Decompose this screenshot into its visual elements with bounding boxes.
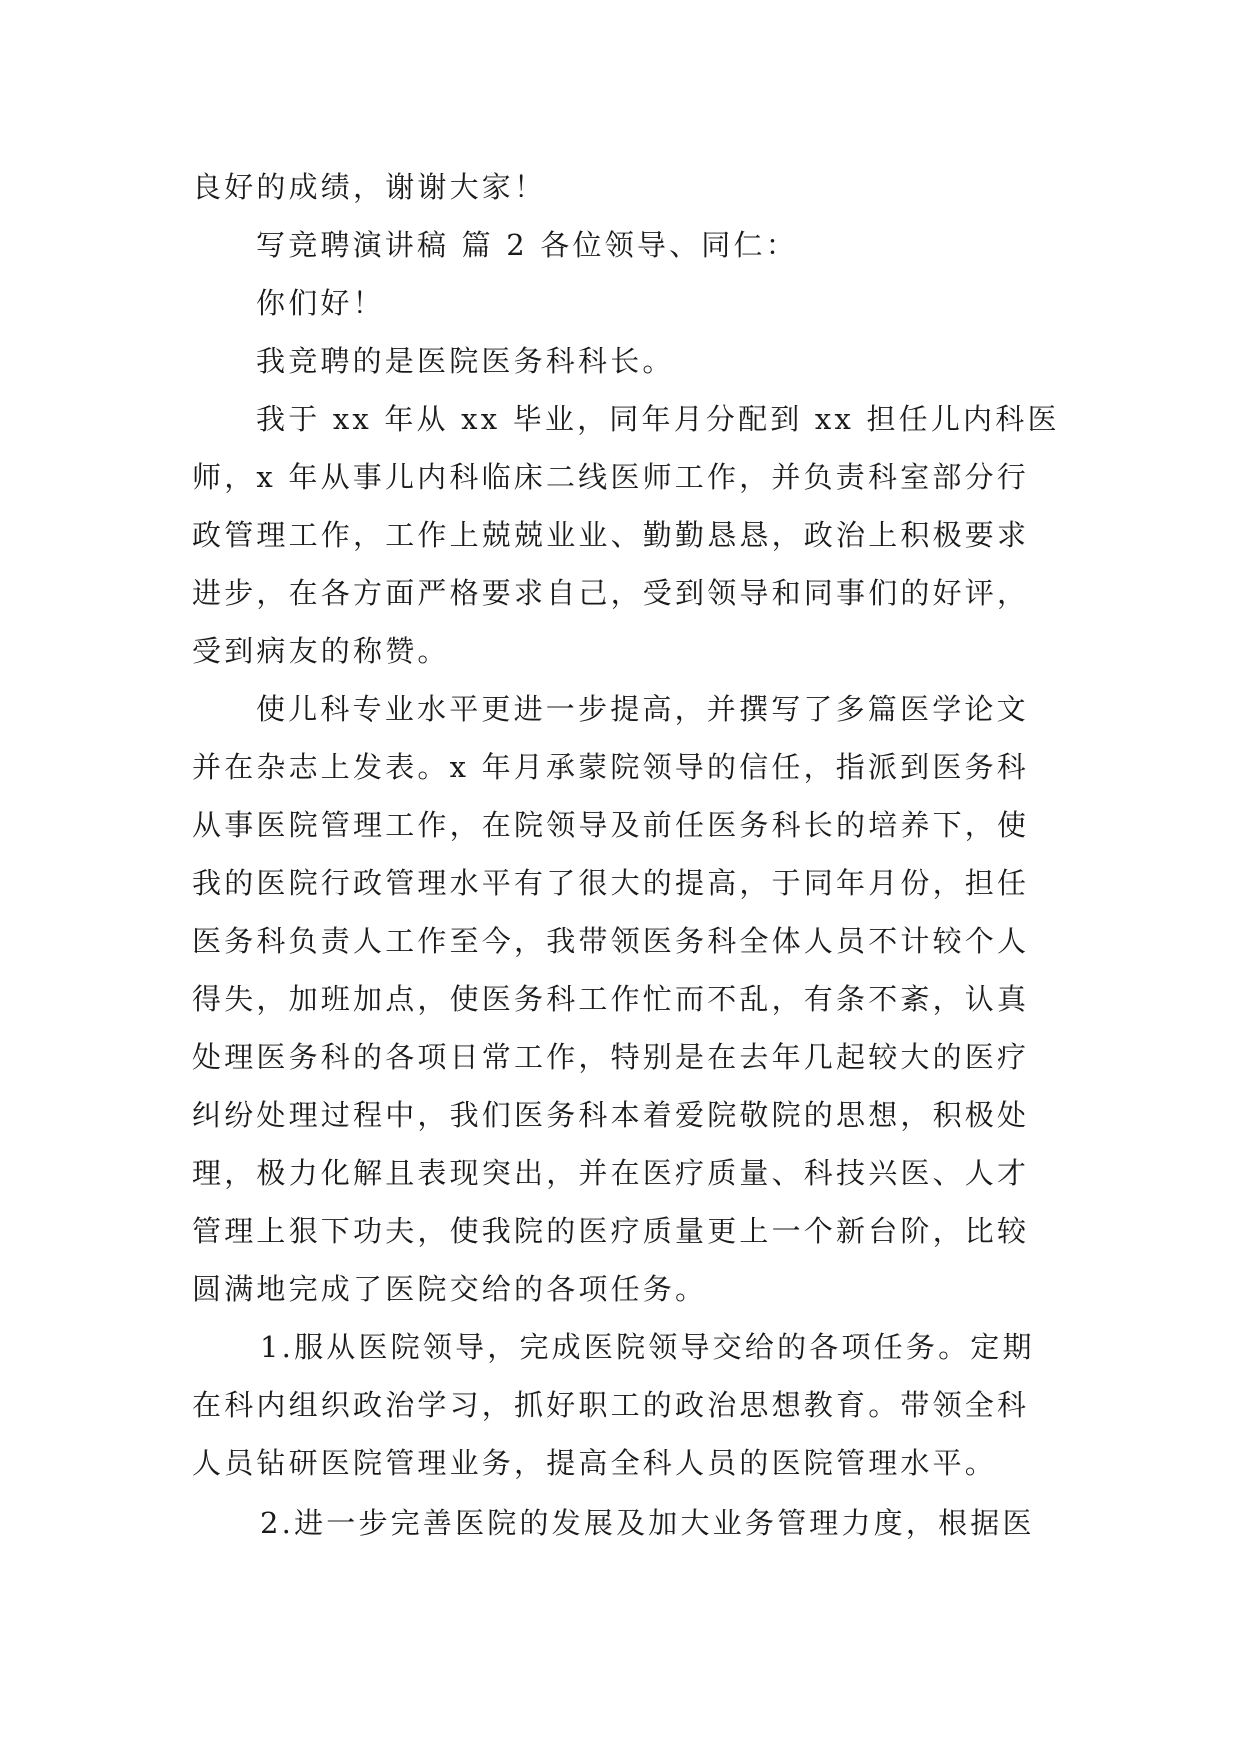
text-line: 在科内组织政治学习，抓好职工的政治思想教育。带领全科 — [192, 1388, 1030, 1422]
paragraph-position — [192, 332, 1062, 390]
paragraph-heading — [192, 216, 1062, 274]
text-line: 师，x 年从事儿内科临床二线医师工作，并负责科室部分行 — [192, 460, 1029, 494]
text-line: 我竞聘的是医院医务科科长。 — [256, 344, 675, 378]
text-line: 进步，在各方面严格要求自己，受到领导和同事们的好评， — [192, 576, 1030, 610]
text-line: 写竞聘演讲稿 篇 2 各位领导、同仁： — [256, 228, 798, 262]
text-line: 医务科负责人工作至今，我带领医务科全体人员不计较个人 — [192, 924, 1030, 958]
text-line: 从事医院管理工作，在院领导及前任医务科长的培养下，使 — [192, 808, 1030, 842]
text-line: 并在杂志上发表。x 年月承蒙院领导的信任，指派到医务科 — [192, 750, 1029, 784]
text-line: 圆满地完成了医院交给的各项任务。 — [192, 1272, 708, 1306]
paragraph-background — [192, 390, 1062, 680]
paragraph-closing — [192, 158, 1062, 216]
text-line: 处理医务科的各项日常工作，特别是在去年几起较大的医疗 — [192, 1040, 1030, 1074]
paragraph-item-2 — [192, 1494, 1062, 1552]
text-line: 我于 xx 年从 xx 毕业，同年月分配到 xx 担任儿内科医 — [256, 402, 1060, 436]
paragraph-experience — [192, 680, 1062, 1318]
text-line: 1.服从医院领导，完成医院领导交给的各项任务。定期 — [260, 1330, 1035, 1364]
text-line: 你们好！ — [256, 286, 385, 320]
text-line: 纠纷处理过程中，我们医务科本着爱院敬院的思想，积极处 — [192, 1098, 1030, 1132]
text-line: 人员钻研医院管理业务，提高全科人员的医院管理水平。 — [192, 1446, 998, 1480]
text-line: 理，极力化解且表现突出，并在医疗质量、科技兴医、人才 — [192, 1156, 1030, 1190]
text-line: 使儿科专业水平更进一步提高，并撰写了多篇医学论文 — [256, 692, 1029, 726]
text-line: 受到病友的称赞。 — [192, 634, 450, 668]
text-line: 2.进一步完善医院的发展及加大业务管理力度，根据医 — [260, 1506, 1035, 1540]
text-line: 良好的成绩，谢谢大家！ — [192, 170, 547, 204]
text-line: 政管理工作，工作上兢兢业业、勤勤恳恳，政治上积极要求 — [192, 518, 1030, 552]
document-body — [192, 158, 1062, 1552]
text-line: 我的医院行政管理水平有了很大的提高，于同年月份，担任 — [192, 866, 1030, 900]
text-line: 管理上狠下功夫，使我院的医疗质量更上一个新台阶，比较 — [192, 1214, 1030, 1248]
text-line: 得失，加班加点，使医务科工作忙而不乱，有条不紊，认真 — [192, 982, 1030, 1016]
paragraph-item-1 — [192, 1318, 1062, 1492]
paragraph-greeting — [192, 274, 1062, 332]
